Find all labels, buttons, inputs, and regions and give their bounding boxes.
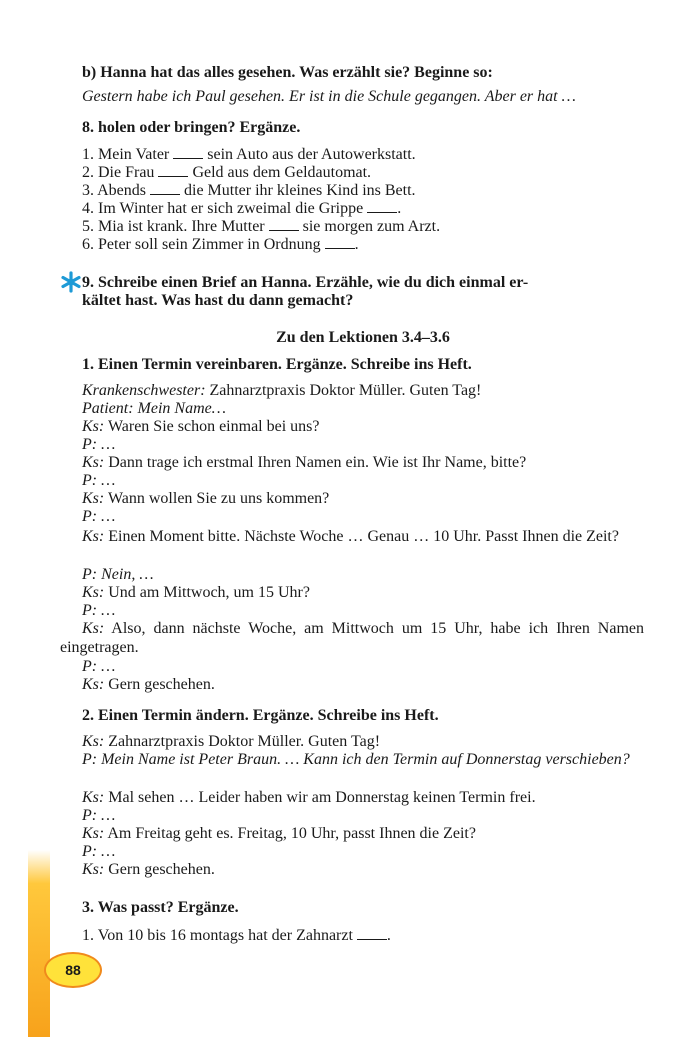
dialog-line: Patient: Mein Name… <box>82 400 226 417</box>
dialog-line: P: … <box>82 602 116 619</box>
list-item: 4. Im Winter hat er sich zweimal die Grippe . <box>82 200 402 217</box>
dialog-line: Ks: Waren Sie schon einmal bei uns? <box>82 418 320 435</box>
dialog-line: P: … <box>82 807 116 824</box>
dialog-line: Ks: Einen Moment bitte. Nächste Woche … Genau … 10 Uhr. Passt Ihnen die Zeit? <box>82 528 619 545</box>
section-title: Zu den Lektionen 3.4–3.6 <box>276 329 450 346</box>
page-number: 88 <box>44 952 102 988</box>
ex9-line1: 9. Schreibe einen Brief an Hanna. Erzähle, wie du dich einmal er- <box>82 274 529 291</box>
blank-line <box>367 200 397 213</box>
dialog-line: P: … <box>82 843 116 860</box>
dialog-line: P: … <box>82 508 116 525</box>
dialog-line: P: … <box>82 436 116 453</box>
blank-line <box>325 236 355 249</box>
dialog-line: P: … <box>82 472 116 489</box>
blank-line <box>173 146 203 159</box>
task-b-start: Gestern habe ich Paul gesehen. Er ist in die Schule gegangen. Aber er hat … <box>82 88 576 105</box>
dialog-line: Ks: Gern geschehen. <box>82 861 215 878</box>
dialog-line: Ks: Am Freitag geht es. Freitag, 10 Uhr, passt Ihnen die Zeit? <box>82 825 476 842</box>
dialog-line: Ks: Wann wollen Sie zu uns kommen? <box>82 490 330 507</box>
list-item: 6. Peter soll sein Zimmer in Ordnung . <box>82 236 359 253</box>
list-item: 1. Von 10 bis 16 montags hat der Zahnarzt . <box>82 927 391 944</box>
task-b-heading: b) Hanna hat das alles gesehen. Was erzählt sie? Beginne so: <box>82 64 493 81</box>
ex8-heading: 8. holen oder bringen? Ergänze. <box>82 119 301 136</box>
dialog-line: P: Nein, … <box>82 566 154 583</box>
star-icon <box>60 271 82 293</box>
dialog-line: Ks: Mal sehen … Leider haben wir am Donnerstag keinen Termin frei. <box>82 789 536 806</box>
margin-decoration <box>28 850 50 1037</box>
blank-line <box>150 182 180 195</box>
ex1-heading: 1. Einen Termin vereinbaren. Ergänze. Schreibe ins Heft. <box>82 356 472 373</box>
dialog-line: P: … <box>82 658 116 675</box>
list-item: 5. Mia ist krank. Ihre Mutter sie morgen zum Arzt. <box>82 218 441 235</box>
blank-line <box>158 164 188 177</box>
dialog-line: Ks: Dann trage ich erstmal Ihren Namen ein. Wie ist Ihr Name, bitte? <box>82 454 527 471</box>
dialog-line: Ks: Zahnarztpraxis Doktor Müller. Guten Tag! <box>82 733 381 750</box>
list-item: 3. Abends die Mutter ihr kleines Kind ins Bett. <box>82 182 416 199</box>
dialog-line: Krankenschwester: Zahnarztpraxis Doktor Müller. Guten Tag! <box>82 382 482 399</box>
blank-line <box>269 218 299 231</box>
blank-line <box>357 927 387 940</box>
dialog-line: Ks: Gern geschehen. <box>82 676 215 693</box>
list-item: 1. Mein Vater sein Auto aus der Autowerkstatt. <box>82 146 416 163</box>
dialog-line: P: Mein Name ist Peter Braun. … Kann ich den Termin auf Donnerstag verschieben? <box>82 751 630 768</box>
ex9-line2: kältet hast. Was hast du dann gemacht? <box>82 292 354 309</box>
dialog-line: Ks: Also, dann nächste Woche, am Mittwoch um 15 Uhr, habe ich Ihren Namen eingetragen. <box>60 620 644 656</box>
ex2-heading: 2. Einen Termin ändern. Ergänze. Schreibe ins Heft. <box>82 707 439 724</box>
dialog-line: Ks: Und am Mittwoch, um 15 Uhr? <box>82 584 310 601</box>
list-item: 2. Die Frau Geld aus dem Geldautomat. <box>82 164 372 181</box>
ex3-heading: 3. Was passt? Ergänze. <box>82 899 239 916</box>
